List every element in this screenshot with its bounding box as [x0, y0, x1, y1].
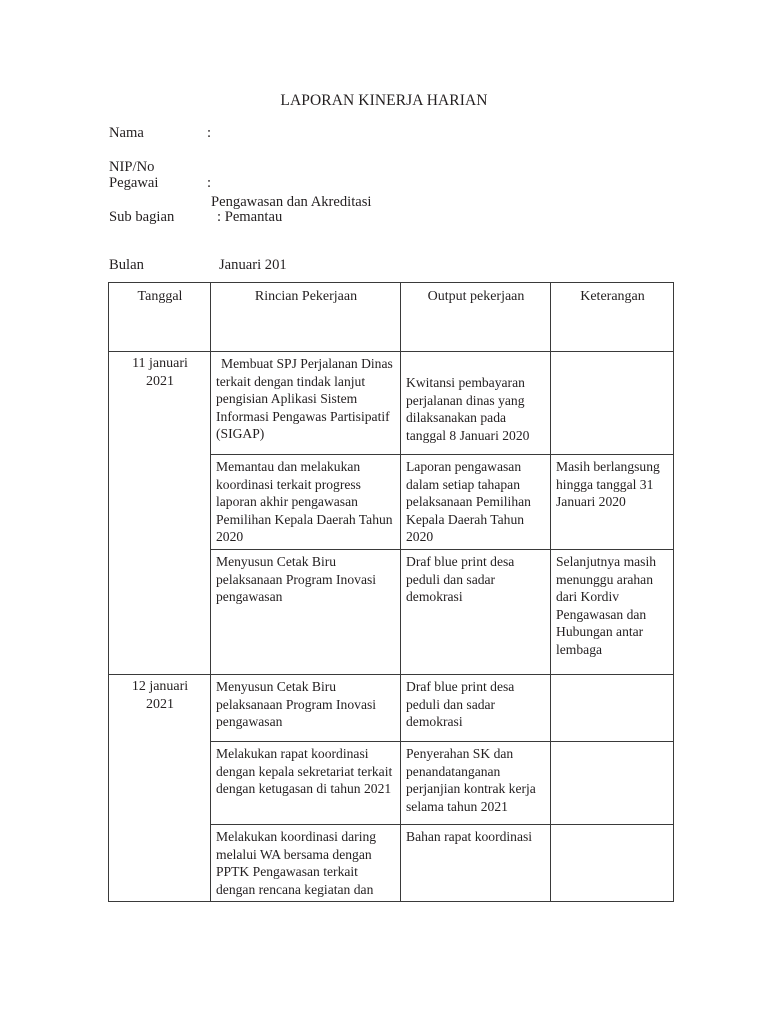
cell-tanggal: 11 januari 2021 — [109, 352, 211, 675]
meta-row-nip — [109, 158, 669, 208]
cell-output: Kwitansi pembayaran perjalanan dinas yang dilaksanakan pada tanggal 8 Januari 2020 — [401, 352, 551, 455]
cell-output: Laporan pengawasan dalam setiap tahapan pelaksanaan Pemilihan Kepala Daerah Tahun 2020 — [401, 455, 551, 550]
meta-row-sub-bagian — [109, 194, 669, 256]
meta-label-nip-line1: NIP/No — [109, 159, 155, 175]
cell-keterangan — [551, 825, 674, 902]
page-title: LAPORAN KINERJA HARIAN — [280, 92, 488, 109]
cell-keterangan: Selanjutnya masih menunggu arahan dari Kordiv Pengawasan dan Hubungan antar lembaga — [551, 550, 674, 675]
cell-keterangan — [551, 675, 674, 742]
cell-rincian: Memantau dan melakukan koordinasi terkait progress laporan akhir pengawasan Pemilihan Kepala Daerah Tahun 2020 — [211, 455, 401, 550]
table-row — [109, 352, 674, 455]
meta-value-bulan: Januari 201 — [219, 257, 287, 273]
meta-row-bulan — [109, 256, 669, 280]
meta-colon-nip: : — [207, 175, 212, 191]
cell-keterangan — [551, 352, 674, 455]
meta-value-sub-bagian: : Pemantau — [217, 209, 283, 225]
cell-keterangan: Masih berlangsung hingga tanggal 31 Januari 2020 — [551, 455, 674, 550]
cell-output: Draf blue print desa peduli dan sadar demokrasi — [401, 550, 551, 675]
column-header-tanggal: Tanggal — [109, 283, 211, 352]
column-header-keterangan: Keterangan — [551, 283, 674, 352]
table-row — [109, 675, 674, 742]
cell-output: Penyerahan SK dan penandatanganan perjanjian kontrak kerja selama tahun 2021 — [401, 742, 551, 825]
table-body — [109, 352, 674, 902]
meta-label-bulan: Bulan — [109, 257, 144, 273]
meta-row-nama — [109, 124, 669, 158]
meta-colon-nama: : — [207, 125, 212, 141]
column-header-output-pekerjaan: Output pekerjaan — [401, 283, 551, 352]
cell-rincian: Menyusun Cetak Biru pelaksanaan Program Inovasi pengawasan — [211, 675, 401, 742]
cell-rincian: Menyusun Cetak Biru pelaksanaan Program Inovasi pengawasan — [211, 550, 401, 675]
cell-rincian: Melakukan rapat koordinasi dengan kepala sekretariat terkait dengan ketugasan di tahun 2021 — [211, 742, 401, 825]
cell-tanggal: 12 januari 2021 — [109, 675, 211, 902]
table-header-row — [109, 283, 674, 352]
meta-label-sub-bagian: Sub bagian — [109, 209, 175, 225]
cell-rincian: Membuat SPJ Perjalanan Dinas terkait dengan tindak lanjut pengisian Aplikasi Sistem Informasi Pengawas Partisipatif (SIGAP) — [211, 352, 401, 455]
cell-output: Bahan rapat koordinasi — [401, 825, 551, 902]
daily-performance-table — [108, 282, 674, 902]
column-header-rincian-pekerjaan: Rincian Pekerjaan — [211, 283, 401, 352]
cell-rincian: Melakukan koordinasi daring melalui WA bersama dengan PPTK Pengawasan terkait dengan rencana kegiatan dan — [211, 825, 401, 902]
cell-keterangan — [551, 742, 674, 825]
meta-label-nip-line2: Pegawai — [109, 175, 159, 191]
meta-label-nama: Nama — [109, 125, 144, 141]
meta-value-sub-bagian-line1: Pengawasan dan Akreditasi — [211, 194, 372, 210]
table-header — [109, 283, 674, 352]
cell-output: Draf blue print desa peduli dan sadar demokrasi — [401, 675, 551, 742]
document-meta-block — [109, 124, 669, 280]
